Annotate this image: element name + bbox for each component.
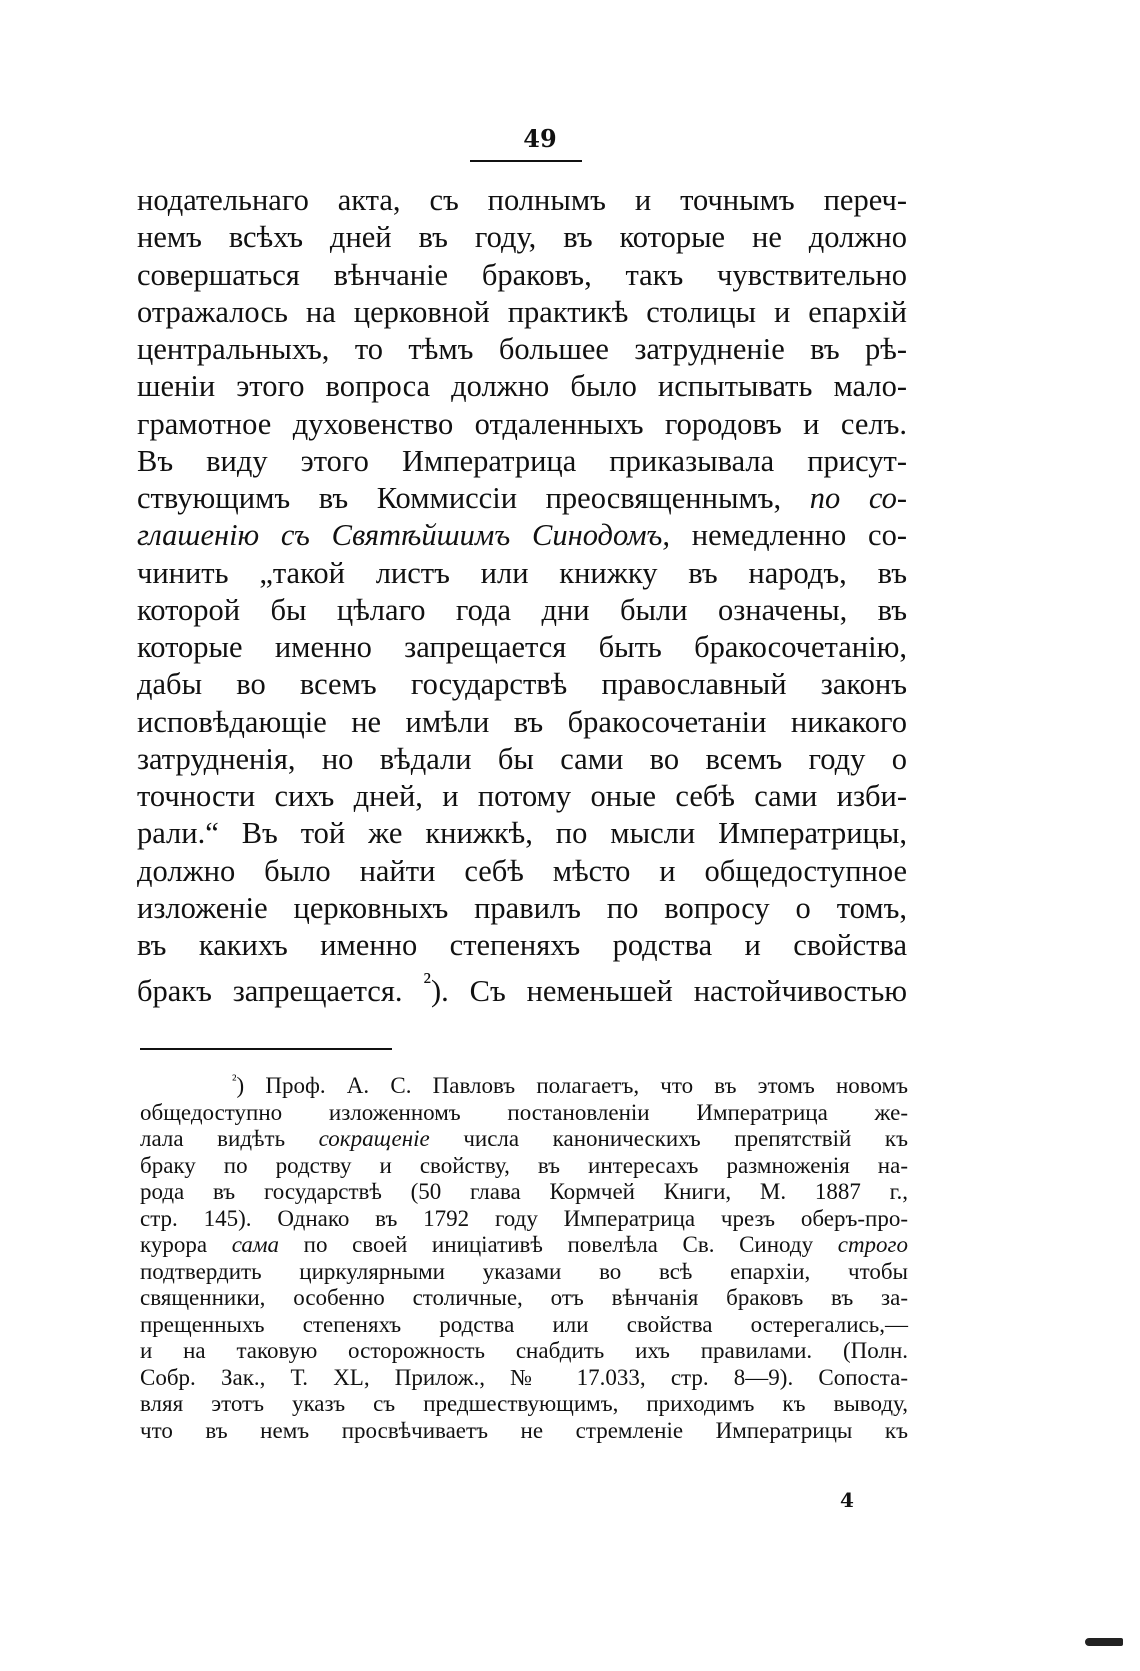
body-text	[137, 182, 907, 1011]
body-line: должно было найти себѣ мѣсто и общедоступное	[137, 853, 907, 888]
body-line-text: немедленно со-	[691, 518, 907, 553]
body-line: дабы во всемъ государствѣ православный законъ	[137, 667, 907, 702]
italic-phrase: сокращеніе	[318, 1126, 430, 1151]
footnote-line: общедоступно изложенномъ постановленіи Императрица же-	[140, 1099, 908, 1125]
body-line: немъ всѣхъ дней въ году, въ которые не должно	[137, 220, 907, 255]
body-line: совершаться вѣнчаніе браковъ, такъ чувствительно	[137, 257, 907, 292]
body-line-text: ). Съ неменьшей настойчивостью	[430, 974, 908, 1009]
body-line: отражалось на церковной практикѣ столицы и епархій	[137, 294, 907, 329]
footnote-line-text: ) Проф. А. С. Павловъ полагаетъ, что въ этомъ новомъ	[236, 1073, 908, 1098]
body-line	[137, 480, 907, 517]
body-line: точности сихъ дней, и потому оные себѣ сами изби-	[137, 779, 907, 813]
body-line	[137, 964, 907, 1010]
header-rule	[470, 160, 582, 162]
footnote-line-text: лала видѣть	[140, 1126, 286, 1151]
footnote-line: рода въ государствѣ (50 глава Кормчей Книги, М. 1887 г.,	[140, 1179, 908, 1204]
page-number: 49	[523, 124, 557, 153]
footnote-line	[140, 1126, 908, 1153]
body-line: затрудненія, но вѣдали бы сами во всемъ году о	[137, 741, 907, 776]
body-line-text: бракъ запрещается.	[137, 974, 403, 1009]
footnote-line: прещенныхъ степеняхъ родства или свойства остерегались,—	[140, 1311, 908, 1337]
footnote-line-text: курора	[140, 1232, 208, 1257]
body-line: въ какихъ именно степеняхъ родства и свойства	[137, 928, 907, 962]
italic-phrase: строго	[837, 1232, 909, 1257]
footnote-line: подтвердить циркулярными указами во всѣ епархіи, чтобы	[140, 1258, 908, 1284]
footnote	[140, 1073, 908, 1444]
body-line-text: ствующимъ въ Коммиссіи преосвященнымъ,	[137, 481, 782, 515]
footnote-line	[140, 1232, 908, 1259]
italic-phrase: сама	[231, 1232, 279, 1257]
body-line: Въ виду этого Императрица приказывала присут-	[137, 443, 907, 478]
body-line: исповѣдающіе не имѣли въ бракосочетаніи никакого	[137, 704, 907, 739]
footnote-rule	[140, 1048, 392, 1050]
footnote-line: священники, особенно столичные, отъ вѣнчанія браковъ въ за-	[140, 1285, 908, 1310]
footnote-marker: ²	[232, 1072, 237, 1089]
footnote-line: стр. 145). Однако въ 1792 году Императрица чрезъ оберъ-про-	[140, 1205, 908, 1231]
body-line: центральныхъ, то тѣмъ большее затрудненіе въ рѣ-	[137, 332, 907, 366]
footnote-line: что въ немъ просвѣчиваетъ не стремленіе Императрицы къ	[140, 1417, 908, 1443]
footnote-reference: ²	[423, 968, 431, 997]
body-line: которой бы цѣлаго года дни были означены, въ	[137, 592, 907, 627]
italic-phrase: по со-	[809, 481, 908, 515]
body-line: изложеніе церковныхъ правилъ по вопросу о томъ,	[137, 890, 907, 925]
body-line: шеніи этого вопроса должно было испытывать мало-	[137, 369, 907, 404]
footnote-line	[140, 1073, 908, 1100]
body-line: рали.“ Въ той же книжкѣ, по мысли Императрицы,	[137, 816, 907, 851]
body-line: чинить „такой листъ или книжку въ народъ, въ	[137, 555, 907, 590]
footnote-line: браку по родству и свойству, въ интересахъ размноженія на-	[140, 1152, 908, 1178]
scan-artifact	[1085, 1638, 1123, 1646]
body-line: которые именно запрещается быть бракосочетанію,	[137, 630, 907, 664]
footnote-line: Собр. Зак., Т. XL, Прилож., № 17.033, стр. 8—9). Сопоста-	[140, 1364, 908, 1390]
footnote-line-text: числа каноническихъ препятствій къ	[463, 1126, 908, 1151]
footnote-line-text: по своей иниціативѣ повелѣла Св. Синоду	[303, 1232, 814, 1257]
body-line: нодательнаго акта, съ полнымъ и точнымъ переч-	[137, 183, 907, 217]
footnote-line: и на таковую осторожность снабдить ихъ правилами. (Полн.	[140, 1338, 908, 1363]
body-line	[137, 517, 907, 554]
body-line: грамотное духовенство отдаленныхъ городовъ и селъ.	[137, 406, 907, 441]
signature-mark: 4	[840, 1488, 854, 1512]
footnote-line: вляя этотъ указъ съ предшествующимъ, приходимъ къ выводу,	[140, 1391, 908, 1416]
italic-phrase: глашенію съ Святѣйшимъ Синодомъ,	[137, 518, 670, 553]
